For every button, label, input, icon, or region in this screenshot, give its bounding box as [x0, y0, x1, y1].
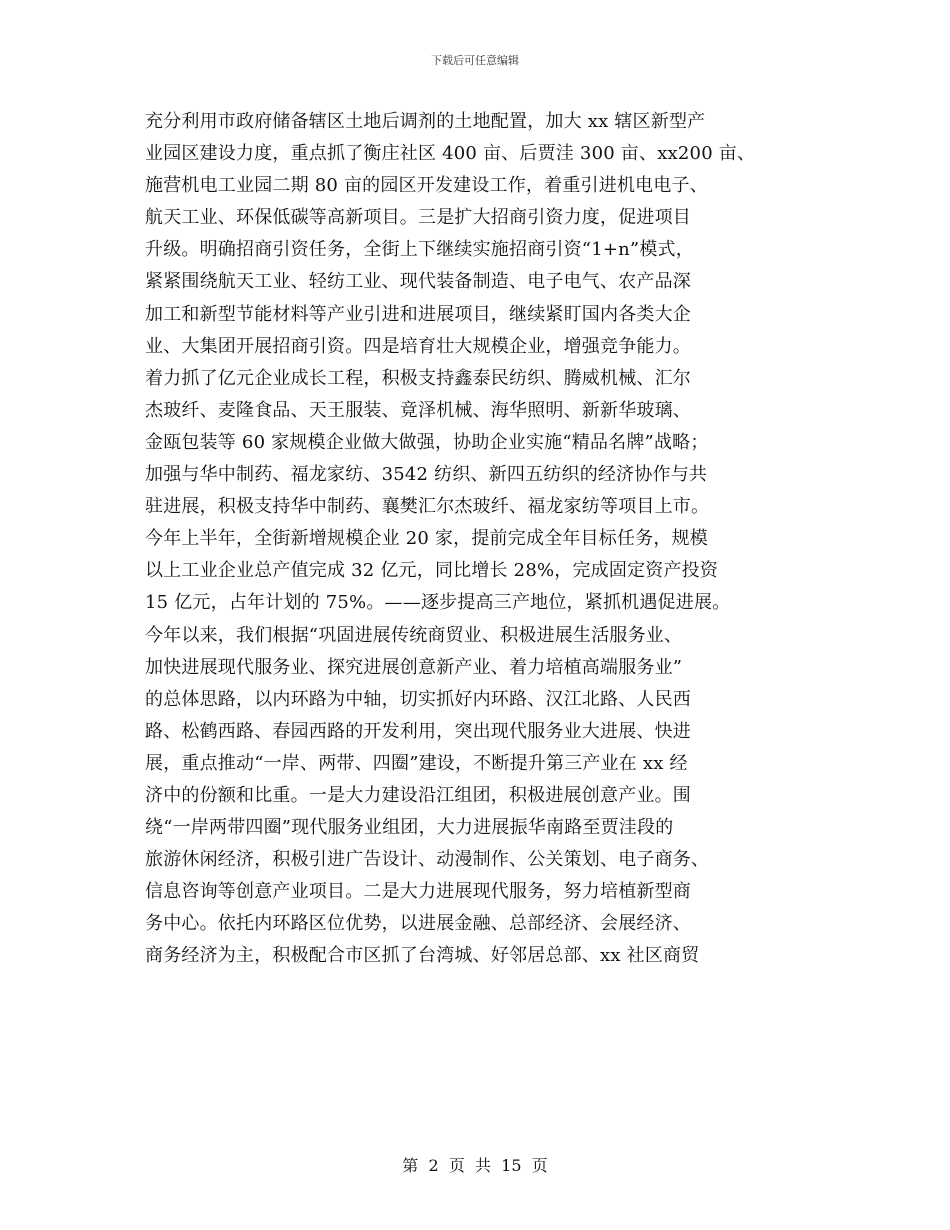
text-line: 商务经济为主，积极配合市区抓了台湾城、好邻居总部、xx 社区商贸: [145, 945, 700, 967]
text-line: 加工和新型节能材料等产业引进和进展项目，继续紧盯国内各类大企: [145, 303, 691, 325]
document-body: [145, 106, 845, 973]
text-line: 充分利用市政府储备辖区土地后调剂的土地配置，加大 xx 辖区新型产: [145, 111, 706, 132]
text-line: 升级。明确招商引资任务，全街上下继续实施招商引资“1+n”模式，: [145, 239, 694, 261]
text-line: 杰玻纤、麦隆食品、天王服装、竟泽机械、海华照明、新新华玻璃、: [145, 399, 691, 421]
text-line: 航天工业、环保低碳等高新项目。三是扩大招商引资力度，促进项目: [145, 207, 691, 229]
text-line: 驻进展，积极支持华中制药、襄樊汇尔杰玻纤、福龙家纺等项目上市。: [145, 496, 710, 518]
text-line: 务中心。依托内环路区位优势，以进展金融、总部经济、会展经济、: [145, 913, 691, 935]
text-line: 的总体思路，以内环路为中轴，切实抓好内环路、汉江北路、人民西: [145, 688, 691, 710]
text-line: 以上工业企业总产值完成 32 亿元，同比增长 28%，完成固定资产投资: [145, 560, 719, 582]
text-line: 业、大集团开展招商引资。四是培育壮大规模企业，增强竞争能力。: [145, 335, 691, 357]
text-line: 施营机电工业园二期 80 亩的园区开发建设工作，着重引进机电电子、: [145, 175, 708, 197]
text-line: 旅游休闲经济，积极引进广告设计、动漫制作、公关策划、电子商务、: [145, 849, 710, 871]
text-line: 路、松鹤西路、春园西路的开发利用，突出现代服务业大进展、快进: [145, 720, 691, 742]
text-line: 着力抓了亿元企业成长工程，积极支持鑫泰民纺织、腾威机械、汇尔: [145, 367, 691, 389]
text-line: 业园区建设力度，重点抓了衡庄社区 400 亩、后贾洼 300 亩、xx200 亩、: [145, 143, 756, 165]
text-line: 绕“一岸两带四圈”现代服务业组团，大力进展振华南路至贾洼段的: [145, 817, 674, 839]
text-line: 金瓯包装等 60 家规模企业做大做强，协助企业实施“精品名牌”战略；: [145, 431, 709, 453]
page-number-footer: 第 2 页 共 15 页: [402, 1156, 548, 1175]
text-line: 今年上半年，全街新增规模企业 20 家，提前完成全年目标任务，规模: [145, 528, 708, 550]
text-line: 紧紧围绕航天工业、轻纺工业、现代装备制造、电子电气、农产品深: [145, 271, 691, 293]
text-line: 信息咨询等创意产业项目。二是大力进展现代服务，努力培植新型商: [145, 881, 691, 903]
page-header-note: 下载后可任意编辑: [431, 54, 519, 67]
text-line: 展，重点推动“一岸、两带、四圈”建设，不断提升第三产业在 xx 经: [145, 752, 688, 774]
text-line: 今年以来，我们根据“巩固进展传统商贸业、积极进展生活服务业、: [145, 624, 683, 646]
text-line: 加快进展现代服务业、探究进展创意新产业、着力培植高端服务业”: [145, 656, 683, 678]
text-line: 加强与华中制药、福龙家纺、3542 纺织、新四五纺织的经济协作与共: [145, 464, 708, 486]
text-line: 15 亿元，占年计划的 75%。——逐步提高三产地位，紧抓机遇促进展。: [145, 592, 731, 614]
text-line: 济中的份额和比重。一是大力建设沿江组团，积极进展创意产业。围: [145, 784, 691, 806]
